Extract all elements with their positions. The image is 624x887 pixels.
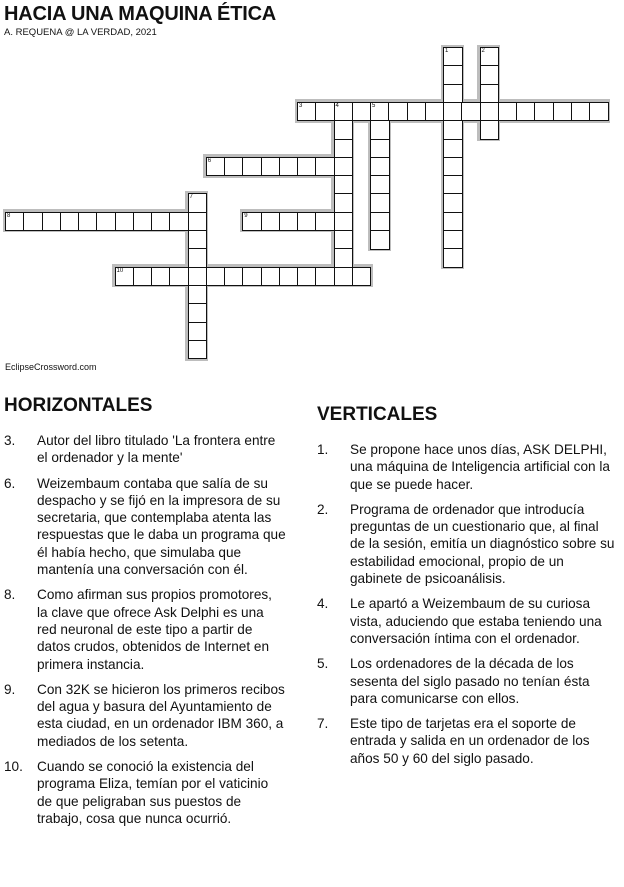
crossword-cell[interactable] xyxy=(443,84,463,104)
crossword-cell[interactable] xyxy=(188,267,208,287)
crossword-cell[interactable] xyxy=(443,139,463,159)
crossword-cell[interactable] xyxy=(425,102,445,122)
crossword-cell[interactable] xyxy=(188,303,208,323)
crossword-cell[interactable] xyxy=(242,212,262,232)
crossword-cell[interactable] xyxy=(206,157,226,177)
cell-number: 4 xyxy=(335,102,339,109)
crossword-cell[interactable] xyxy=(279,157,299,177)
clue-number: 3. xyxy=(4,433,16,448)
crossword-cell[interactable] xyxy=(370,212,390,232)
crossword-cell[interactable] xyxy=(334,230,354,250)
crossword-cell[interactable] xyxy=(279,212,299,232)
crossword-cell[interactable] xyxy=(443,230,463,250)
crossword-cell[interactable] xyxy=(370,193,390,213)
crossword-cell[interactable] xyxy=(315,157,335,177)
crossword-cell[interactable] xyxy=(169,212,189,232)
crossword-cell[interactable] xyxy=(443,248,463,268)
crossword-cell[interactable] xyxy=(151,212,171,232)
crossword-cell[interactable] xyxy=(443,193,463,213)
cell-number: 2 xyxy=(481,48,485,54)
clue-number: 7. xyxy=(317,716,329,732)
crossword-cell[interactable] xyxy=(297,102,317,122)
crossword-cell[interactable] xyxy=(242,267,262,287)
clue-number: 9. xyxy=(4,681,16,697)
crossword-cell[interactable] xyxy=(297,212,317,232)
crossword-cell[interactable] xyxy=(571,102,591,122)
clue-text: Le apartó a Weizembaum de su curiosa vista, aduciendo que estaba teniendo una conversación íntima con el ordenador. xyxy=(350,596,602,646)
crossword-cell[interactable] xyxy=(443,47,463,67)
crossword-cell[interactable] xyxy=(370,120,390,140)
cell-number: 3 xyxy=(299,102,303,109)
crossword-cell[interactable] xyxy=(443,120,463,140)
cell-number: 5 xyxy=(372,102,376,109)
crossword-cell[interactable] xyxy=(443,65,463,85)
credit-text: EclipseCrossword.com xyxy=(5,362,97,372)
crossword-cell[interactable] xyxy=(334,267,354,287)
crossword-cell[interactable] xyxy=(206,267,226,287)
crossword-cell[interactable] xyxy=(388,102,408,122)
crossword-cell[interactable] xyxy=(461,102,481,122)
crossword-cell[interactable] xyxy=(42,212,62,232)
crossword-cell[interactable] xyxy=(480,47,500,67)
crossword-cell[interactable] xyxy=(315,102,335,122)
clue-number: 10. xyxy=(4,759,23,775)
clue-item xyxy=(4,475,286,579)
crossword-cell[interactable] xyxy=(334,175,354,195)
crossword-cell[interactable] xyxy=(334,212,354,232)
crossword-cell[interactable] xyxy=(169,267,189,287)
clue-item xyxy=(317,655,617,707)
horizontales-clue-list xyxy=(4,432,286,835)
crossword-cell[interactable] xyxy=(443,102,463,122)
horizontales-heading: HORIZONTALES xyxy=(4,395,153,416)
crossword-cell[interactable] xyxy=(443,175,463,195)
crossword-cell[interactable] xyxy=(115,267,135,287)
crossword-cell[interactable] xyxy=(334,193,354,213)
crossword-cell[interactable] xyxy=(516,102,536,122)
puzzle-title: HACIA UNA MAQUINA ÉTICA xyxy=(4,3,277,25)
crossword-cell[interactable] xyxy=(188,193,208,213)
clue-text: Con 32K se hicieron los primeros recibos del agua y basura del Ayuntamiento de esta ciudad, en un ordenador IBM 360, a mediados de los setenta. xyxy=(37,681,285,749)
crossword-cell[interactable] xyxy=(78,212,98,232)
crossword-cell[interactable] xyxy=(188,340,208,360)
clue-item xyxy=(317,441,617,493)
crossword-cell[interactable] xyxy=(334,120,354,140)
crossword-cell[interactable] xyxy=(261,157,281,177)
crossword-cell[interactable] xyxy=(370,139,390,159)
cell-number: 1 xyxy=(445,48,449,54)
clue-text: Los ordenadores de la década de los sesenta del siglo pasado no tenían ésta para comunicarse con ellos. xyxy=(350,656,590,706)
clue-item xyxy=(4,681,286,750)
crossword-cell[interactable] xyxy=(498,102,518,122)
clue-item xyxy=(317,715,617,767)
crossword-cell[interactable] xyxy=(407,102,427,122)
crossword-cell[interactable] xyxy=(5,212,25,232)
clue-number: 6. xyxy=(4,475,16,491)
crossword-cell[interactable] xyxy=(188,212,208,232)
crossword-cell[interactable] xyxy=(553,102,573,122)
crossword-cell[interactable] xyxy=(334,139,354,159)
cell-number: 7 xyxy=(189,194,193,201)
clue-item xyxy=(4,586,286,672)
crossword-cell[interactable] xyxy=(242,157,262,177)
crossword-cell[interactable] xyxy=(188,285,208,305)
crossword-cell[interactable] xyxy=(297,267,317,287)
clue-text: Programa de ordenador que introducía preguntas de un cuestionario que, al final de la sesión, emitía un diagnóstico sobre su estabilidad emocional, propio de un gabinete de psicoanálisis. xyxy=(350,501,615,587)
cell-number: 9 xyxy=(244,212,248,219)
crossword-cell[interactable] xyxy=(480,84,500,104)
crossword-cell[interactable] xyxy=(589,102,609,122)
crossword-cell[interactable] xyxy=(297,157,317,177)
clue-item xyxy=(4,432,286,467)
clue-number: 4. xyxy=(317,596,329,612)
crossword-cell[interactable] xyxy=(352,267,372,287)
crossword-cell[interactable] xyxy=(279,267,299,287)
verticales-heading: VERTICALES xyxy=(317,404,438,425)
crossword-cell[interactable] xyxy=(188,230,208,250)
cell-number: 6 xyxy=(207,157,212,164)
crossword-cell[interactable] xyxy=(534,102,554,122)
crossword-cell[interactable] xyxy=(315,267,335,287)
clue-text: Se propone hace unos días, ASK DELPHI, una máquina de Inteligencia artificial con la que se puede hacer. xyxy=(350,442,610,492)
crossword-cell[interactable] xyxy=(334,248,354,268)
crossword-cell[interactable] xyxy=(261,267,281,287)
clue-item xyxy=(317,501,617,587)
crossword-cell[interactable] xyxy=(315,212,335,232)
crossword-cell[interactable] xyxy=(370,230,390,250)
clue-item xyxy=(317,595,617,647)
crossword-cell[interactable] xyxy=(188,248,208,268)
crossword-cell[interactable] xyxy=(334,157,354,177)
clue-number: 2. xyxy=(317,501,329,517)
crossword-cell[interactable] xyxy=(370,157,390,177)
clue-item xyxy=(4,758,286,827)
crossword-cell[interactable] xyxy=(261,212,281,232)
crossword-cell[interactable] xyxy=(224,157,244,177)
clue-number: 5. xyxy=(317,656,329,672)
clue-number: 8. xyxy=(4,587,16,603)
crossword-cell[interactable] xyxy=(224,267,244,287)
crossword-cell[interactable] xyxy=(443,212,463,232)
crossword-cell[interactable] xyxy=(23,212,43,232)
crossword-cell[interactable] xyxy=(115,212,135,232)
crossword-cell[interactable] xyxy=(480,120,500,140)
cell-number: 8 xyxy=(7,212,11,219)
crossword-grid xyxy=(5,47,615,367)
crossword-cell[interactable] xyxy=(370,175,390,195)
crossword-cell[interactable] xyxy=(133,267,153,287)
crossword-cell[interactable] xyxy=(480,65,500,85)
clue-text: Como afirman sus propios promotores, la clave que ofrece Ask Delphi es una red neuronal de este tipo a partir de datos crudos, obtenidos de Internet en primera instancia. xyxy=(37,587,272,672)
puzzle-subtitle: A. REQUENA @ LA VERDAD, 2021 xyxy=(4,27,157,38)
clue-text: Autor del libro titulado 'La frontera entre el ordenador y la mente' xyxy=(37,433,276,466)
crossword-cell[interactable] xyxy=(60,212,80,232)
crossword-cell[interactable] xyxy=(443,157,463,177)
crossword-cell[interactable] xyxy=(151,267,171,287)
cell-number: 10 xyxy=(116,267,124,274)
clue-text: Este tipo de tarjetas era el soporte de entrada y salida en un ordenador de los años 50 y 60 del siglo pasado. xyxy=(350,716,590,766)
clue-text: Cuando se conoció la existencia del programa Eliza, temían por el vaticinio de que peligraban sus puestos de trabajo, cosa que nunca ocurrió. xyxy=(37,759,269,826)
crossword-cell[interactable] xyxy=(370,102,390,122)
crossword-cell[interactable] xyxy=(96,212,116,232)
crossword-cell[interactable] xyxy=(188,322,208,342)
clue-text: Weizembaum contaba que salía de su despacho y se fijó en la impresora de su secretaria, que contemplaba atenta las respuestas que le daba un programa que él había hecho, que simulaba que mantenía una conversación con él. xyxy=(37,475,286,578)
crossword-cell[interactable] xyxy=(352,102,372,122)
clue-number: 1. xyxy=(317,442,329,457)
crossword-cell[interactable] xyxy=(133,212,153,232)
verticales-clue-list xyxy=(317,441,617,775)
crossword-cell[interactable] xyxy=(334,102,354,122)
crossword-cell[interactable] xyxy=(480,102,500,122)
